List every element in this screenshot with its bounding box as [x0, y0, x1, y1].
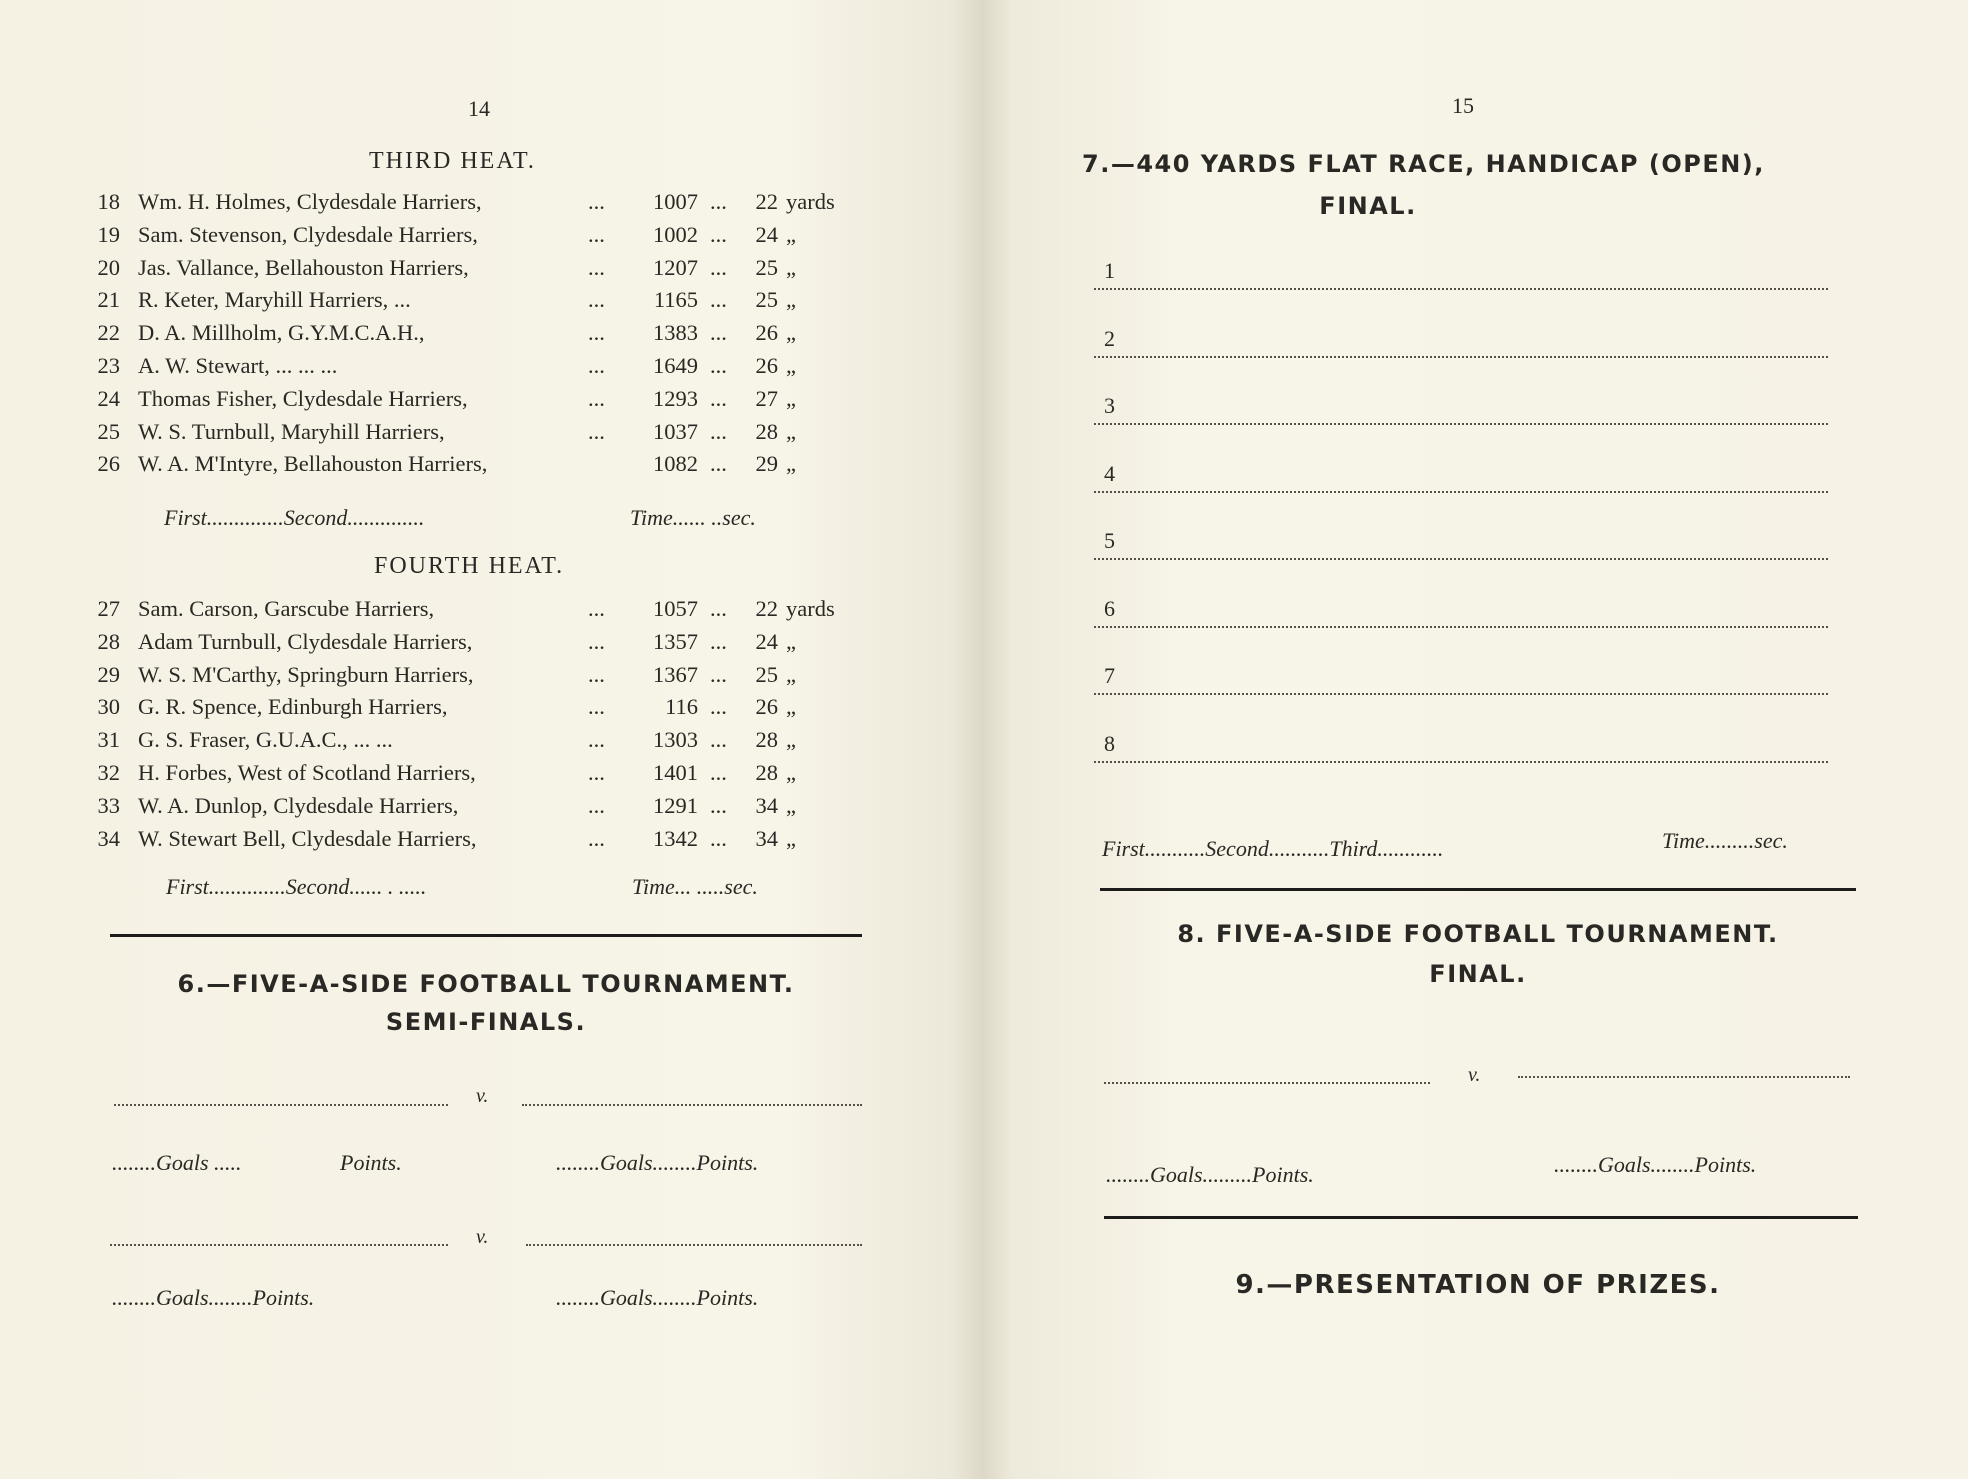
leader-dots: ... — [588, 792, 605, 818]
entrant-number: 32 — [97, 760, 120, 785]
leader-dots: ... — [710, 287, 727, 313]
event8-subtitle: FINAL. — [1429, 960, 1527, 988]
leader-dots: ... — [710, 320, 727, 346]
entrant-name: W. A. Dunlop, Clydesdale Harriers, — [138, 792, 459, 818]
leader-dots: ... — [710, 418, 727, 444]
entrant-name: W. A. M'Intyre, Bellahouston Harriers, — [138, 451, 488, 477]
entrant-registration: 1007 — [653, 189, 698, 214]
yards-unit: „ — [786, 694, 796, 720]
second-place-field: Second...... . ..... — [285, 874, 427, 899]
time-field: Time... .....sec. — [632, 874, 758, 899]
team-b-line — [1518, 1076, 1850, 1078]
place-line — [1094, 693, 1828, 695]
entrant-name: R. Keter, Maryhill Harriers, ... — [138, 287, 411, 313]
third-place-field: Third............ — [1329, 836, 1444, 861]
yards-unit: „ — [786, 385, 796, 411]
entrant-number: 24 — [97, 385, 120, 411]
entrant-name: Wm. H. Holmes, Clydesdale Harriers, — [138, 189, 482, 214]
entrant-number: 23 — [97, 353, 120, 378]
leader-dots: ... — [588, 760, 605, 785]
left-page — [0, 0, 982, 1479]
place-number: 5 — [1104, 528, 1115, 553]
yards-unit: „ — [786, 320, 796, 346]
right-page — [982, 0, 1968, 1479]
yards-unit: „ — [786, 825, 796, 851]
place-line — [1094, 626, 1828, 628]
time-field: Time...... ..sec. — [630, 505, 756, 530]
leader-dots: ... — [710, 353, 727, 378]
leader-dots: ... — [588, 320, 605, 346]
leader-dots: ... — [710, 385, 727, 411]
entrant-name: W. Stewart Bell, Clydesdale Harriers, — [138, 825, 477, 851]
leader-dots: ... — [710, 221, 727, 247]
versus-label: v. — [476, 1226, 489, 1248]
entrant-registration: 1002 — [653, 221, 698, 247]
place-number: 4 — [1104, 460, 1115, 486]
leader-dots: ... — [710, 189, 727, 214]
yards-unit: „ — [786, 727, 796, 753]
leader-dots: ... — [588, 727, 605, 753]
page-number: 15 — [1452, 93, 1474, 118]
place-number: 6 — [1104, 595, 1115, 621]
entrant-number: 18 — [97, 189, 120, 214]
entrant-registration: 1342 — [653, 825, 698, 851]
handicap-yards: 26 — [755, 353, 778, 378]
goals-points-field: ........Goals........Points. — [112, 1285, 315, 1310]
leader-dots: ... — [588, 596, 605, 621]
leader-dots: ... — [588, 694, 605, 720]
place-number: 1 — [1104, 258, 1115, 283]
team-d-line — [526, 1244, 862, 1246]
yards-unit: „ — [786, 661, 796, 687]
event7-title: 7.—440 YARDS FLAT RACE, HANDICAP (OPEN), — [1082, 150, 1765, 178]
leader-dots: ... — [588, 221, 605, 247]
team-c-line — [110, 1244, 448, 1246]
entrant-number: 27 — [97, 596, 120, 621]
entrant-number: 20 — [97, 254, 120, 280]
handicap-yards: 22 — [755, 189, 778, 214]
place-line — [1094, 491, 1828, 493]
entrant-number: 26 — [97, 451, 120, 477]
leader-dots: ... — [710, 596, 727, 621]
place-line — [1094, 288, 1828, 290]
leader-dots: ... — [710, 451, 727, 477]
entrant-number: 30 — [97, 694, 120, 720]
entrant-number: 33 — [97, 792, 120, 818]
yards-unit: „ — [786, 792, 796, 818]
handicap-yards: 25 — [755, 254, 778, 280]
entrant-number: 21 — [97, 287, 120, 313]
leader-dots: ... — [588, 287, 605, 313]
first-place-field: First.............. — [164, 505, 284, 530]
leader-dots: ... — [588, 418, 605, 444]
leader-dots: ... — [710, 825, 727, 851]
entrant-name: Jas. Vallance, Bellahouston Harriers, — [138, 254, 469, 280]
event9-title: 9.—PRESENTATION OF PRIZES. — [1235, 1270, 1721, 1300]
leader-dots: ... — [588, 628, 605, 654]
handicap-yards: 25 — [755, 661, 778, 687]
entrant-registration: 116 — [665, 694, 698, 720]
goals-points-field: ........Goals........Points. — [1554, 1152, 1757, 1177]
place-number: 7 — [1104, 663, 1115, 688]
leader-dots: ... — [710, 254, 727, 280]
entrant-registration: 1303 — [653, 727, 698, 753]
place-number: 8 — [1104, 730, 1115, 756]
goals-points-field: ........Goals........Points. — [556, 1285, 759, 1310]
handicap-yards: 34 — [755, 825, 778, 851]
third-heat-title: THIRD HEAT. — [369, 148, 536, 174]
entrant-registration: 1293 — [653, 385, 698, 411]
leader-dots: ... — [710, 760, 727, 785]
yards-unit: „ — [786, 451, 796, 477]
yards-unit: „ — [786, 418, 796, 444]
goals-points-field: ........Goals.........Points. — [1106, 1162, 1314, 1187]
entrant-number: 31 — [97, 727, 120, 753]
entrant-name: Sam. Stevenson, Clydesdale Harriers, — [138, 221, 478, 247]
place-line — [1094, 423, 1828, 425]
event7-result-line — [1102, 828, 1788, 862]
event8-title: 8. FIVE-A-SIDE FOOTBALL TOURNAMENT. — [1177, 920, 1779, 948]
section-rule — [1104, 1216, 1858, 1219]
entrant-name: W. S. M'Carthy, Springburn Harriers, — [138, 661, 474, 687]
handicap-yards: 27 — [755, 385, 778, 411]
section-rule — [110, 934, 862, 937]
handicap-yards: 25 — [755, 287, 778, 313]
yards-unit: „ — [786, 287, 796, 313]
leader-dots: ... — [588, 661, 605, 687]
versus-label: v. — [1468, 1064, 1481, 1086]
place-number: 3 — [1104, 393, 1115, 418]
entrant-number: 34 — [97, 825, 120, 851]
entrant-registration: 1291 — [653, 792, 698, 818]
leader-dots: ... — [710, 727, 727, 753]
leader-dots: ... — [588, 825, 605, 851]
leader-dots: ... — [588, 353, 605, 378]
versus-label: v. — [476, 1085, 489, 1107]
handicap-yards: 22 — [755, 596, 778, 621]
leader-dots: ... — [588, 385, 605, 411]
leader-dots: ... — [710, 694, 727, 720]
yards-unit: „ — [786, 353, 796, 378]
entrant-number: 25 — [97, 418, 120, 444]
second-place-field: Second........... — [1205, 836, 1330, 861]
entrant-registration: 1057 — [653, 596, 698, 621]
team-a-line — [1104, 1082, 1430, 1084]
entrant-name: H. Forbes, West of Scotland Harriers, — [138, 760, 476, 785]
entrant-name: Sam. Carson, Garscube Harriers, — [138, 596, 435, 621]
entrant-registration: 1082 — [653, 451, 698, 477]
handicap-yards: 24 — [755, 221, 778, 247]
entrant-registration: 1401 — [653, 760, 698, 785]
place-line — [1094, 761, 1828, 763]
entrant-number: 29 — [97, 661, 120, 687]
handicap-yards: 34 — [755, 792, 778, 818]
event7-subtitle: FINAL. — [1319, 192, 1417, 220]
entrant-registration: 1367 — [653, 661, 698, 687]
handicap-yards: 28 — [755, 727, 778, 753]
yards-unit: „ — [786, 760, 796, 785]
entrant-number: 22 — [97, 320, 120, 346]
entrant-registration: 1649 — [653, 353, 698, 378]
leader-dots: ... — [710, 661, 727, 687]
first-place-field: First........... — [1102, 836, 1206, 861]
yards-unit: „ — [786, 628, 796, 654]
entrant-registration: 1165 — [653, 287, 698, 313]
entrant-registration: 1357 — [653, 628, 698, 654]
entrant-name: G. R. Spence, Edinburgh Harriers, — [138, 694, 448, 720]
place-number: 2 — [1104, 325, 1115, 351]
handicap-yards: 29 — [755, 451, 778, 477]
team-b-line — [522, 1104, 862, 1106]
handicap-yards: 28 — [755, 760, 778, 785]
time-field: Time.........sec. — [1662, 828, 1788, 853]
entrant-registration: 1037 — [653, 418, 698, 444]
event6-subtitle: SEMI-FINALS. — [385, 1008, 587, 1036]
leader-dots: ... — [588, 189, 605, 214]
handicap-yards: 28 — [755, 418, 778, 444]
entrant-name: Thomas Fisher, Clydesdale Harriers, — [138, 385, 468, 411]
section-rule — [1100, 888, 1856, 891]
goals-points-field: ........Goals........Points. — [556, 1150, 759, 1175]
page-number: 14 — [468, 96, 490, 121]
place-line — [1094, 356, 1828, 358]
third-heat-result-line — [164, 505, 756, 531]
entrant-name: A. W. Stewart, ... ... ... — [138, 353, 338, 378]
leader-dots: ... — [710, 628, 727, 654]
leader-dots: ... — [710, 792, 727, 818]
handicap-yards: 26 — [755, 694, 778, 720]
entrant-name: D. A. Millholm, G.Y.M.C.A.H., — [138, 320, 425, 346]
first-place-field: First.............. — [166, 874, 286, 899]
entrant-number: 28 — [97, 628, 120, 654]
place-line — [1094, 558, 1828, 560]
second-place-field: Second.............. — [283, 505, 425, 530]
yards-unit: „ — [786, 221, 796, 247]
entrant-registration: 1383 — [653, 320, 698, 346]
yards-unit: yards — [786, 189, 835, 214]
team-a-line — [114, 1104, 448, 1106]
handicap-yards: 24 — [755, 628, 778, 654]
handicap-yards: 26 — [755, 320, 778, 346]
points-field: Points. — [340, 1150, 402, 1175]
event6-title: 6.—FIVE-A-SIDE FOOTBALL TOURNAMENT. — [177, 970, 795, 998]
entrant-registration: 1207 — [653, 254, 698, 280]
fourth-heat-result-line — [166, 874, 758, 900]
yards-unit: yards — [786, 596, 835, 621]
fourth-heat-title: FOURTH HEAT. — [374, 553, 565, 579]
entrant-name: G. S. Fraser, G.U.A.C., ... ... — [138, 727, 393, 753]
yards-unit: „ — [786, 254, 796, 280]
leader-dots: ... — [588, 254, 605, 280]
entrant-name: Adam Turnbull, Clydesdale Harriers, — [138, 628, 473, 654]
entrant-name: W. S. Turnbull, Maryhill Harriers, — [138, 418, 445, 444]
entrant-number: 19 — [97, 221, 120, 247]
goals-field: ........Goals ..... — [112, 1150, 242, 1175]
